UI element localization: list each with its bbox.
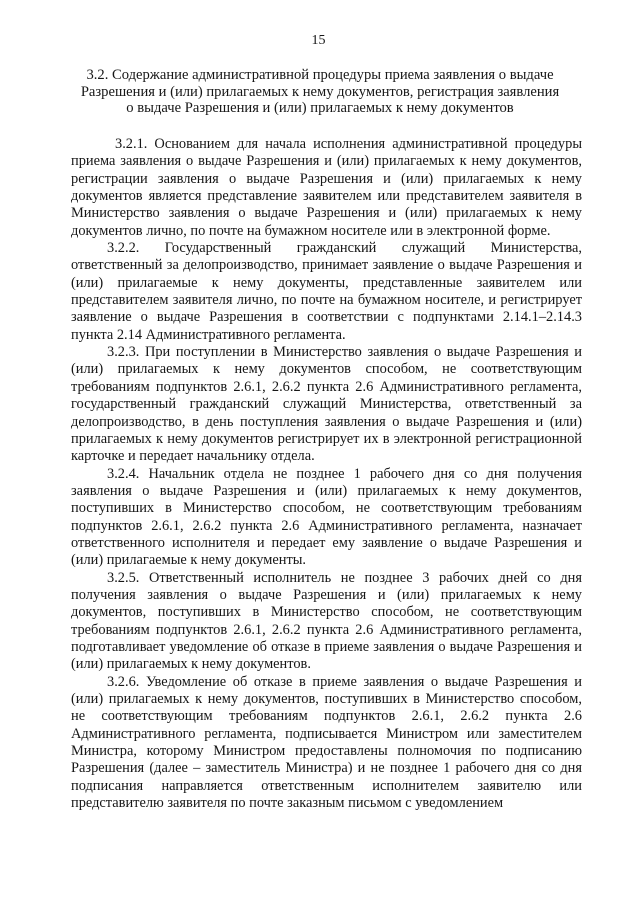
document-body [71,136,582,812]
paragraph-3-2-6: 3.2.6. Уведомление об отказе в приеме заявления о выдаче Разрешения и (или) прилагаемых к нему документов, поступивших в Министерство способом, не соответствующим требованиям подпунктов 2.6.1, 2.6.2 пункта 2.6 Административного регламента, подписывается Министром или заместителем Министра, которому Министром предоставлены полномочия по подписанию Разрешения (далее – заместитель Министра) и не позднее 1 рабочего дня со дня подписания направляется ответственным исполнителем заявителю или представителю заявителя по почте заказным письмом с уведомлением [71,673,582,812]
paragraph-3-2-3: 3.2.3. При поступлении в Министерство заявления о выдаче Разрешения и (или) прилагаемых к нему документов способом, не соответствующим требованиям подпунктов 2.6.1, 2.6.2 пункта 2.6 Административного регламента, государственный гражданский служащий Министерства, ответственный за делопроизводство, в день поступления заявления о выдаче Разрешения и (или) прилагаемых к нему документов регистрирует их в электронной регистрационной карточке и передает начальнику отдела. [71,344,582,465]
paragraph-3-2-5: 3.2.5. Ответственный исполнитель не позднее 3 рабочих дней со дня получения заявления о выдаче Разрешения и (или) прилагаемых к нему документов, поступивших в Министерство способом, не соответствующим требованиям подпунктов 2.6.1, 2.6.2 пункта 2.6 Административного регламента, подготавливает уведомление об отказе в приеме заявления о выдаче Разрешения и (или) прилагаемых к нему документов. [71,569,582,673]
paragraph-3-2-4: 3.2.4. Начальник отдела не позднее 1 рабочего дня со дня получения заявления о выдаче Разрешения и (или) прилагаемых к нему документов, поступивших в Министерство способом, не соответствующим требованиям подпунктов 2.6.1, 2.6.2 пункта 2.6 Административного регламента, назначает ответственного исполнителя и передает ему заявление о выдаче Разрешения и (или) прилагаемые к нему документы. [71,465,582,569]
page-number: 15 [311,33,326,48]
paragraph-3-2-1: 3.2.1. Основанием для начала исполнения административной процедуры приема заявления о выдаче Разрешения и (или) прилагаемых к нему документов, регистрации заявления о выдаче Разрешения и (или) прилагаемых к нему документов является представление заявителем или представителем заявителя в Министерство заявления о выдаче Разрешения и (или) прилагаемых к нему документов лично, по почте на бумажном носителе или в электронной форме. [71,136,582,239]
paragraph-3-2-2: 3.2.2. Государственный гражданский служащий Министерства, ответственный за делопроизводство, принимает заявление о выдаче Разрешения и (или) прилагаемые к нему документы, представленные заявителем или представителем заявителя лично, по почте на бумажном носителе, и регистрирует заявление о выдаче Разрешения в соответствии с подпунктами 2.14.1–2.14.3 пункта 2.14 Административного регламента. [71,240,582,343]
section-heading: 3.2. Содержание административной процедуры приема заявления о выдаче Разрешения и (или) прилагаемых к нему документов, регистрация заявления о выдаче Разрешения и (или) прилагаемых к нему документов [80,67,560,116]
